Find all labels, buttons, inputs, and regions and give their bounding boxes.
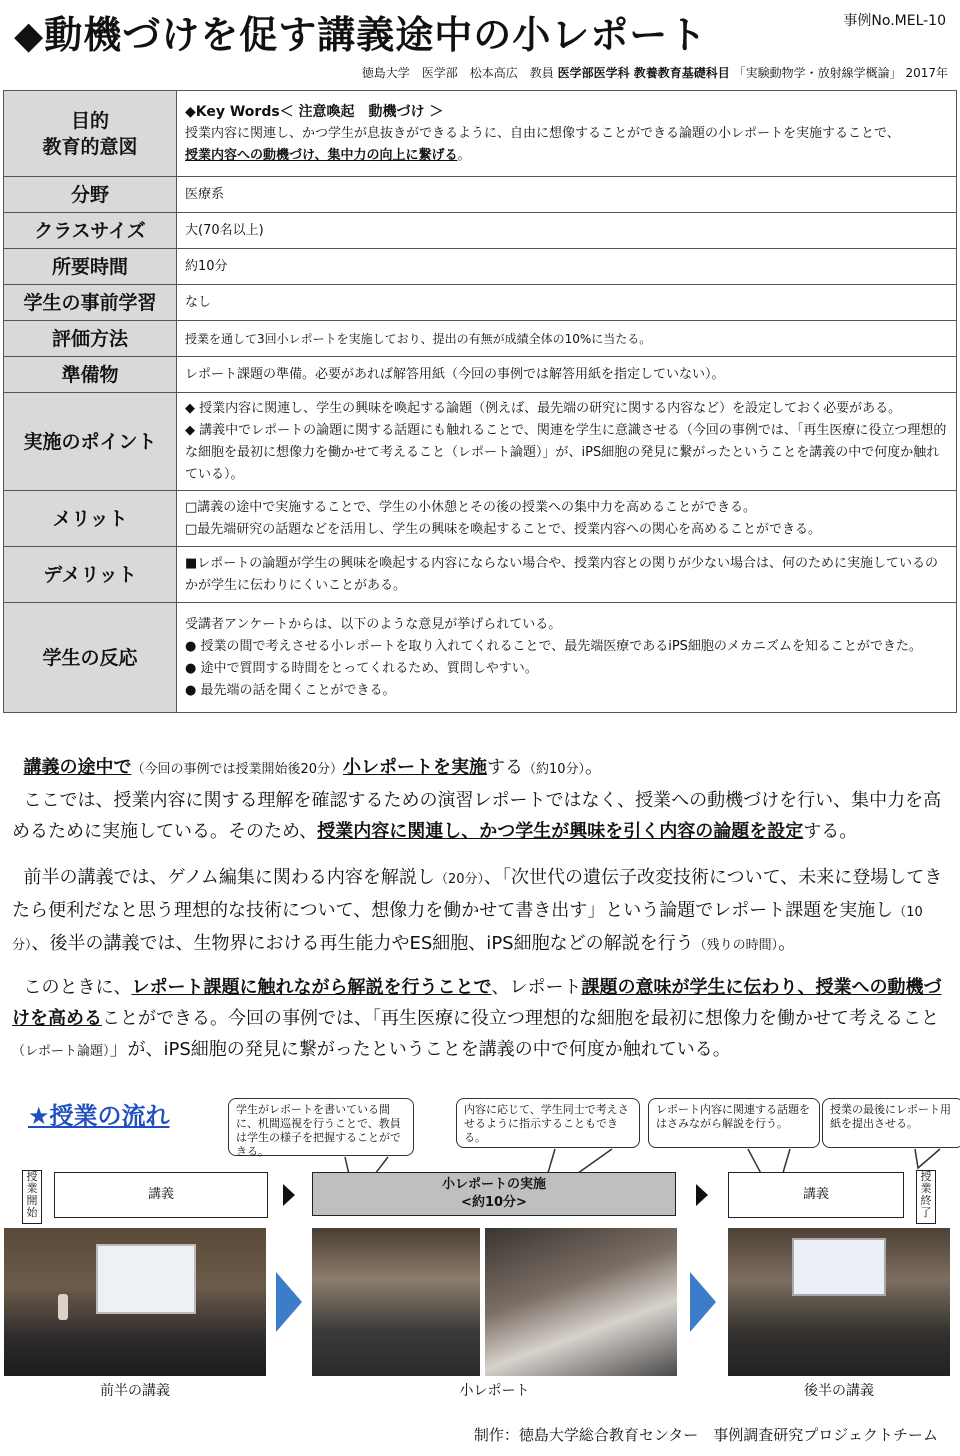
photo-caption: 後半の講義 [804,1383,874,1399]
prep-label: 準備物 [4,357,177,393]
page-title: ◆動機づけを促す講義途中の小レポート [14,13,708,57]
course-name: 「実験動物学・放射線学概論」 2017年 [733,66,948,80]
keywords: ◆Key Words＜ 注意喚起 動機づけ ＞ [185,103,444,120]
arrow-right-icon [276,1272,302,1332]
callout-bubble: 授業の最後にレポート用紙を提出させる。 [822,1098,960,1148]
lecture-step-2: 講義 [728,1172,904,1218]
reaction-intro: 受講者アンケートからは、以下のような意見が挙げられている。 [185,616,562,632]
eval-value: 授業を通して3回小レポートを実施しており、提出の有無が成績全体の10%に当たる。 [177,321,957,357]
list-item: ● 途中で質問する時間をとってくれるため、質問しやすい。 [185,660,538,676]
course-category: 医学部医学科 教養教育基礎科目 [557,66,730,80]
photo-caption: 小レポート [459,1383,530,1399]
prep-student-value: なし [177,285,957,321]
list-item: ● 最先端の話を聞くことができる。 [185,682,396,698]
class-size-value: 大(70名以上) [177,213,957,249]
report-photo-2 [485,1228,677,1376]
points-label: 実施のポイント [4,393,177,491]
report-step: 小レポートの実施 <約10分> [312,1172,676,1216]
class-end-label: 授業終了 [916,1170,936,1224]
field-value: 医療系 [177,177,957,213]
prep-value: レポート課題の準備。必要があれば解答用紙（今回の事例では解答用紙を指定していない）。 [177,357,957,393]
lecture-photo-2 [728,1228,950,1376]
class-start-label: 授業開始 [22,1170,42,1224]
paragraph-2: 前半の講義では、ゲノム編集に関わる内容を解説し（20分）、「次世代の遺伝子改変技術について、未来に登場してきたら便利だなと思う理想的な技術について、想像力を働かせて書き出す」という論題でレポート課題を実施し（10分）、後半の講義では、生物界における再生能力やES細胞、iPS細胞などの解説を行う（残りの時間）。 [12,867,943,954]
photo-caption: 前半の講義 [100,1383,170,1399]
footer-credit: 制作：徳島大学総合教育センター 事例調査研究プロジェクトチーム [473,1426,938,1444]
author: 徳島大学 医学部 松本高広 教員 [361,66,554,80]
list-item: ◆ 講義中でレポートの論題に関する話題にも触れることで、関連を学生に意識させる（今回の事例では、「再生医療に役立つ理想的な細胞を最初に想像力を働かせて考えること（レポート論題）」が、iPS細胞の発見に繋がったということを講義の中で何度か触れている）。 [185,422,947,482]
merit-label: メリット [4,491,177,547]
callout-bubble: レポート内容に関連する話題をはさみながら解説を行う。 [648,1098,820,1148]
purpose-text: 授業内容に関連し、かつ学生が息抜きができるように、自由に想像することができる論題の小レポートを実施することで、 [185,125,900,141]
paragraph-3: このときに、レポート課題に触れながら解説を行うことで、レポート課題の意味が学生に伝わり、授業への動機づけを高めることができる。今回の事例では、「再生医療に役立つ理想的な細胞を最初に想像力を働かせて考えること（レポート論題）」が、iPS細胞の発見に繋がったということを講義の中で何度か触れている。 [12,977,942,1060]
arrow-right-icon [690,1272,716,1332]
list-item: ◆ 授業内容に関連し、学生の興味を喚起する論題（例えば、最先端の研究に関する内容など）を設定しておく必要がある。 [185,400,902,416]
projector-screen [792,1238,886,1296]
paragraph-1: 講義の途中で（今回の事例では授業開始後20分）小レポートを実施する（約10分）。 ここでは、授業内容に関する理解を確認するための演習レポートではなく、授業への動機づけを行い、集中力を高めるために実施している。そのため、授業内容に関連し、かつ学生が興味を引く内容の論題を設定する。 [12,757,942,842]
lecture-photo-1 [4,1228,266,1376]
list-item: □講義の途中で実施することで、学生の小休憩とその後の授業への集中力を高めることができる。 [185,499,757,515]
eval-label: 評価方法 [4,321,177,357]
purpose-label: 目的 教育的意図 [4,91,177,177]
arrow-right-icon [696,1184,708,1206]
callout-bubble: 内容に応じて、学生同士で考えさせるように指示することもできる。 [456,1098,640,1148]
report-photo-1 [312,1228,480,1376]
class-size-label: クラスサイズ [4,213,177,249]
callout-bubble: 学生がレポートを書いている間に、机間巡視を行うことで、教員は学生の様子を把握することができる。 [228,1098,414,1156]
list-item: □最先端研究の話題などを活用し、学生の興味を喚起することで、授業内容への関心を高めることができる。 [185,521,822,537]
field-label: 分野 [4,177,177,213]
flow-title: ★授業の流れ [28,1102,170,1130]
arrow-right-icon [283,1184,295,1206]
case-number: 事例No.MEL-10 [843,13,946,29]
time-value: 約10分 [177,249,957,285]
demerit-value: ■レポートの論題が学生の興味を喚起する内容にならない場合や、授業内容との関りが少ない場合は、何のために実施しているのかが学生に伝わりにくいことがある。 [177,547,957,603]
reaction-label: 学生の反応 [4,603,177,713]
teacher-figure [58,1294,68,1320]
lecture-step-1: 講義 [54,1172,268,1218]
purpose-emphasis: 授業内容への動機づけ、集中力の向上に繋げる [185,147,458,163]
time-label: 所要時間 [4,249,177,285]
projector-screen [96,1244,196,1314]
prep-student-label: 学生の事前学習 [4,285,177,321]
list-item: ● 授業の間で考えさせる小レポートを取り入れてくれることで、最先端医療であるiPS細胞のメカニズムを知ることができた。 [185,638,922,654]
purpose-value: ◆Key Words＜ 注意喚起 動機づけ ＞ 授業内容に関連し、かつ学生が息抜きができるように、自由に想像することができる論題の小レポートを実施することで、 授業内容への動機づけ、集中力の向上に繋げる。 [177,91,957,177]
demerit-label: デメリット [4,547,177,603]
